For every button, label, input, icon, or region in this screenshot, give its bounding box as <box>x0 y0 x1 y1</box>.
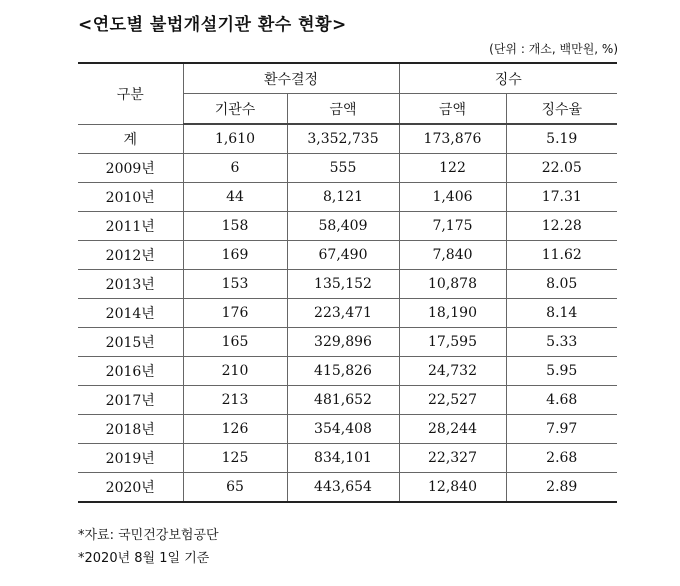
row-label: 2011년 <box>78 212 183 241</box>
collection-rate-cell: 22.05 <box>506 154 617 183</box>
collected-amount-cell: 7,175 <box>399 212 506 241</box>
decided-amount-cell: 223,471 <box>287 299 399 328</box>
institutions-cell: 158 <box>183 212 287 241</box>
row-label: 2015년 <box>78 328 183 357</box>
decided-amount-cell: 67,490 <box>287 241 399 270</box>
institutions-cell: 6 <box>183 154 287 183</box>
table-row <box>78 386 617 415</box>
institutions-cell: 210 <box>183 357 287 386</box>
table-row <box>78 444 617 473</box>
table-row <box>78 473 617 503</box>
collected-amount-cell: 122 <box>399 154 506 183</box>
header-group-collection: 징수 <box>399 63 617 94</box>
table-body <box>78 124 617 502</box>
collection-rate-cell: 7.97 <box>506 415 617 444</box>
institutions-cell: 176 <box>183 299 287 328</box>
row-label: 2013년 <box>78 270 183 299</box>
decided-amount-cell: 58,409 <box>287 212 399 241</box>
table-row <box>78 415 617 444</box>
collected-amount-cell: 12,840 <box>399 473 506 503</box>
table-row-total <box>78 124 617 154</box>
collected-amount-cell: 22,327 <box>399 444 506 473</box>
table-row <box>78 270 617 299</box>
institutions-cell: 213 <box>183 386 287 415</box>
institutions-cell: 126 <box>183 415 287 444</box>
row-label: 2016년 <box>78 357 183 386</box>
row-label: 2019년 <box>78 444 183 473</box>
table-row <box>78 328 617 357</box>
table-title: <연도별 불법개설기관 환수 현황> <box>78 15 347 35</box>
institutions-cell: 44 <box>183 183 287 212</box>
collected-amount-cell: 22,527 <box>399 386 506 415</box>
collection-rate-cell: 5.33 <box>506 328 617 357</box>
row-label: 계 <box>78 124 183 154</box>
collection-rate-cell: 5.95 <box>506 357 617 386</box>
collected-amount-cell: 7,840 <box>399 241 506 270</box>
row-label: 2018년 <box>78 415 183 444</box>
row-label: 2009년 <box>78 154 183 183</box>
row-label: 2012년 <box>78 241 183 270</box>
institutions-cell: 125 <box>183 444 287 473</box>
decided-amount-cell: 354,408 <box>287 415 399 444</box>
recovery-status-table <box>78 62 617 503</box>
collection-rate-cell: 2.68 <box>506 444 617 473</box>
collection-rate-cell: 2.89 <box>506 473 617 503</box>
collected-amount-cell: 17,595 <box>399 328 506 357</box>
header-category: 구분 <box>78 63 183 124</box>
decided-amount-cell: 443,654 <box>287 473 399 503</box>
collection-rate-cell: 11.62 <box>506 241 617 270</box>
header-group-recovery-decision: 환수결정 <box>183 63 399 94</box>
decided-amount-cell: 415,826 <box>287 357 399 386</box>
decided-amount-cell: 8,121 <box>287 183 399 212</box>
collected-amount-cell: 18,190 <box>399 299 506 328</box>
table-row <box>78 154 617 183</box>
table-row <box>78 241 617 270</box>
decided-amount-cell: 329,896 <box>287 328 399 357</box>
collection-rate-cell: 8.05 <box>506 270 617 299</box>
decided-amount-cell: 555 <box>287 154 399 183</box>
row-label: 2014년 <box>78 299 183 328</box>
institutions-cell: 165 <box>183 328 287 357</box>
basis-date-note: *2020년 8월 1일 기준 <box>78 551 210 566</box>
table-row <box>78 357 617 386</box>
header-collection-rate: 징수율 <box>506 94 617 125</box>
collection-rate-cell: 8.14 <box>506 299 617 328</box>
institutions-cell: 153 <box>183 270 287 299</box>
collection-rate-cell: 5.19 <box>506 124 617 154</box>
collected-amount-cell: 173,876 <box>399 124 506 154</box>
decided-amount-cell: 3,352,735 <box>287 124 399 154</box>
header-collected-amount: 금액 <box>399 94 506 125</box>
decided-amount-cell: 135,152 <box>287 270 399 299</box>
row-label: 2017년 <box>78 386 183 415</box>
header-institutions: 기관수 <box>183 94 287 125</box>
collected-amount-cell: 28,244 <box>399 415 506 444</box>
institutions-cell: 169 <box>183 241 287 270</box>
institutions-cell: 1,610 <box>183 124 287 154</box>
table-row <box>78 183 617 212</box>
collection-rate-cell: 12.28 <box>506 212 617 241</box>
header-decided-amount: 금액 <box>287 94 399 125</box>
collected-amount-cell: 1,406 <box>399 183 506 212</box>
row-label: 2020년 <box>78 473 183 503</box>
decided-amount-cell: 481,652 <box>287 386 399 415</box>
institutions-cell: 65 <box>183 473 287 503</box>
decided-amount-cell: 834,101 <box>287 444 399 473</box>
collection-rate-cell: 4.68 <box>506 386 617 415</box>
row-label: 2010년 <box>78 183 183 212</box>
table-row <box>78 299 617 328</box>
collected-amount-cell: 24,732 <box>399 357 506 386</box>
collected-amount-cell: 10,878 <box>399 270 506 299</box>
table-row <box>78 212 617 241</box>
collection-rate-cell: 17.31 <box>506 183 617 212</box>
source-note: *자료: 국민건강보험공단 <box>78 528 219 543</box>
unit-label: (단위 : 개소, 백만원, %) <box>489 42 618 56</box>
